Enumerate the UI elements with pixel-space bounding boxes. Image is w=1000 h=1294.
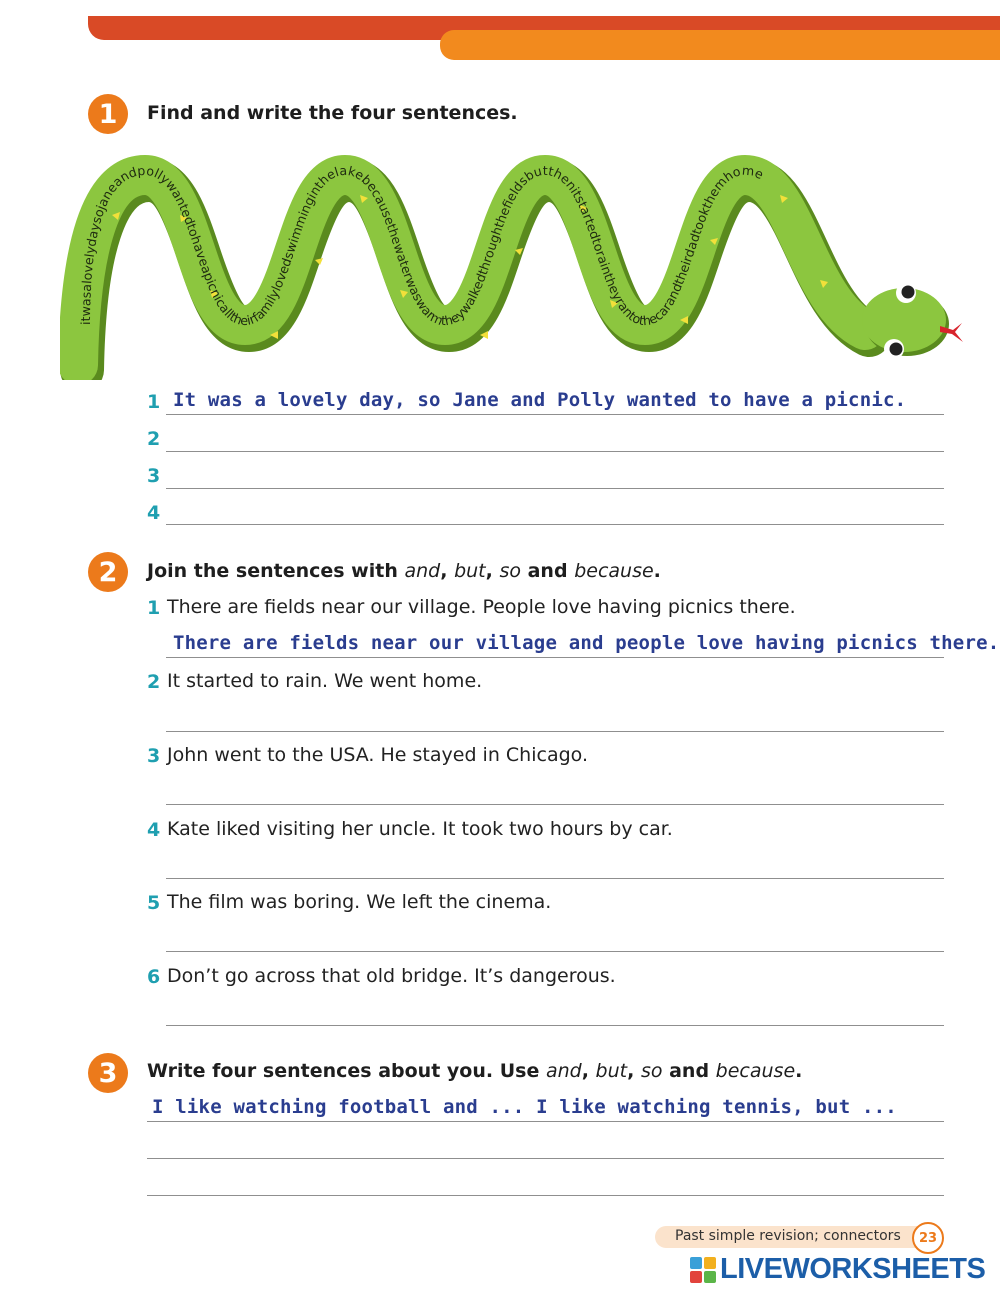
s2-item-2-prompt: It started to rain. We went home.	[167, 670, 483, 692]
s3-line-3-rule	[147, 1195, 944, 1196]
liveworksheets-grid-icon	[690, 1257, 716, 1283]
word-snake-illustration	[60, 130, 980, 380]
snake-letters-path: itwasalovelydaysojaneandpollywantedtohaveapicnicalltheirfamilylovedswimminginthelakebecausethewaterwaswarmtheywalkedthroughthefieldsbutthenitstartedtoraintheyrantothecarandtheirdadtookthemhome	[77, 162, 766, 329]
liveworksheets-wordmark: LIVEWORKSHEETS	[720, 1253, 986, 1285]
s2-item-6-number: 6	[147, 966, 161, 988]
s2-item-4-prompt: Kate liked visiting her uncle. It took two hours by car.	[167, 818, 673, 840]
section-1-number: 1	[88, 94, 128, 134]
top-banner-orange	[440, 30, 1000, 60]
s2-item-5-prompt: The film was boring. We left the cinema.	[167, 891, 552, 913]
s1-line-1-rule	[166, 414, 944, 415]
s2-item-3-number: 3	[147, 745, 161, 767]
s1-line-4-rule	[166, 524, 944, 525]
s1-line-2-number: 2	[147, 428, 161, 450]
s1-line-1-answer[interactable]: It was a lovely day, so Jane and Polly wanted to have a picnic.	[173, 389, 907, 411]
section-3-instruction: Write four sentences about you. Use and, but, so and because.	[147, 1060, 803, 1082]
s2-item-4-rule	[166, 878, 944, 879]
s2-item-1-prompt: There are fields near our village. People love having picnics there.	[167, 596, 796, 618]
s2-item-1-rule	[166, 657, 944, 658]
s2-item-1-number: 1	[147, 597, 161, 619]
s2-item-2-rule	[166, 731, 944, 732]
s1-line-2-rule	[166, 451, 944, 452]
section-2-instruction: Join the sentences with and, but, so and because.	[147, 560, 661, 582]
section-3-number: 3	[88, 1053, 128, 1093]
page-number: 23	[912, 1222, 944, 1254]
section-2-number: 2	[88, 552, 128, 592]
s3-line-1-answer[interactable]: I like watching football and ... I like watching tennis, but ...	[152, 1096, 897, 1118]
s2-item-6-rule	[166, 1025, 944, 1026]
footer-topic: Past simple revision; connectors	[675, 1228, 901, 1244]
s2-item-3-rule	[166, 804, 944, 805]
s2-item-6-prompt: Don’t go across that old bridge. It’s dangerous.	[167, 965, 616, 987]
s2-item-1-answer[interactable]: There are fields near our village and people love having picnics there.	[173, 632, 1000, 654]
section-1-instruction: Find and write the four sentences.	[147, 102, 518, 124]
s1-line-3-rule	[166, 488, 944, 489]
s1-line-4-number: 4	[147, 502, 161, 524]
s1-line-3-number: 3	[147, 465, 161, 487]
s2-item-4-number: 4	[147, 819, 161, 841]
s3-line-1-rule	[147, 1121, 944, 1122]
liveworksheets-logo[interactable]	[690, 1253, 985, 1286]
s2-item-3-prompt: John went to the USA. He stayed in Chicago.	[167, 744, 588, 766]
s2-item-2-number: 2	[147, 671, 161, 693]
s1-line-1-number: 1	[147, 391, 161, 413]
s2-item-5-rule	[166, 951, 944, 952]
s2-item-5-number: 5	[147, 892, 161, 914]
s3-line-2-rule	[147, 1158, 944, 1159]
